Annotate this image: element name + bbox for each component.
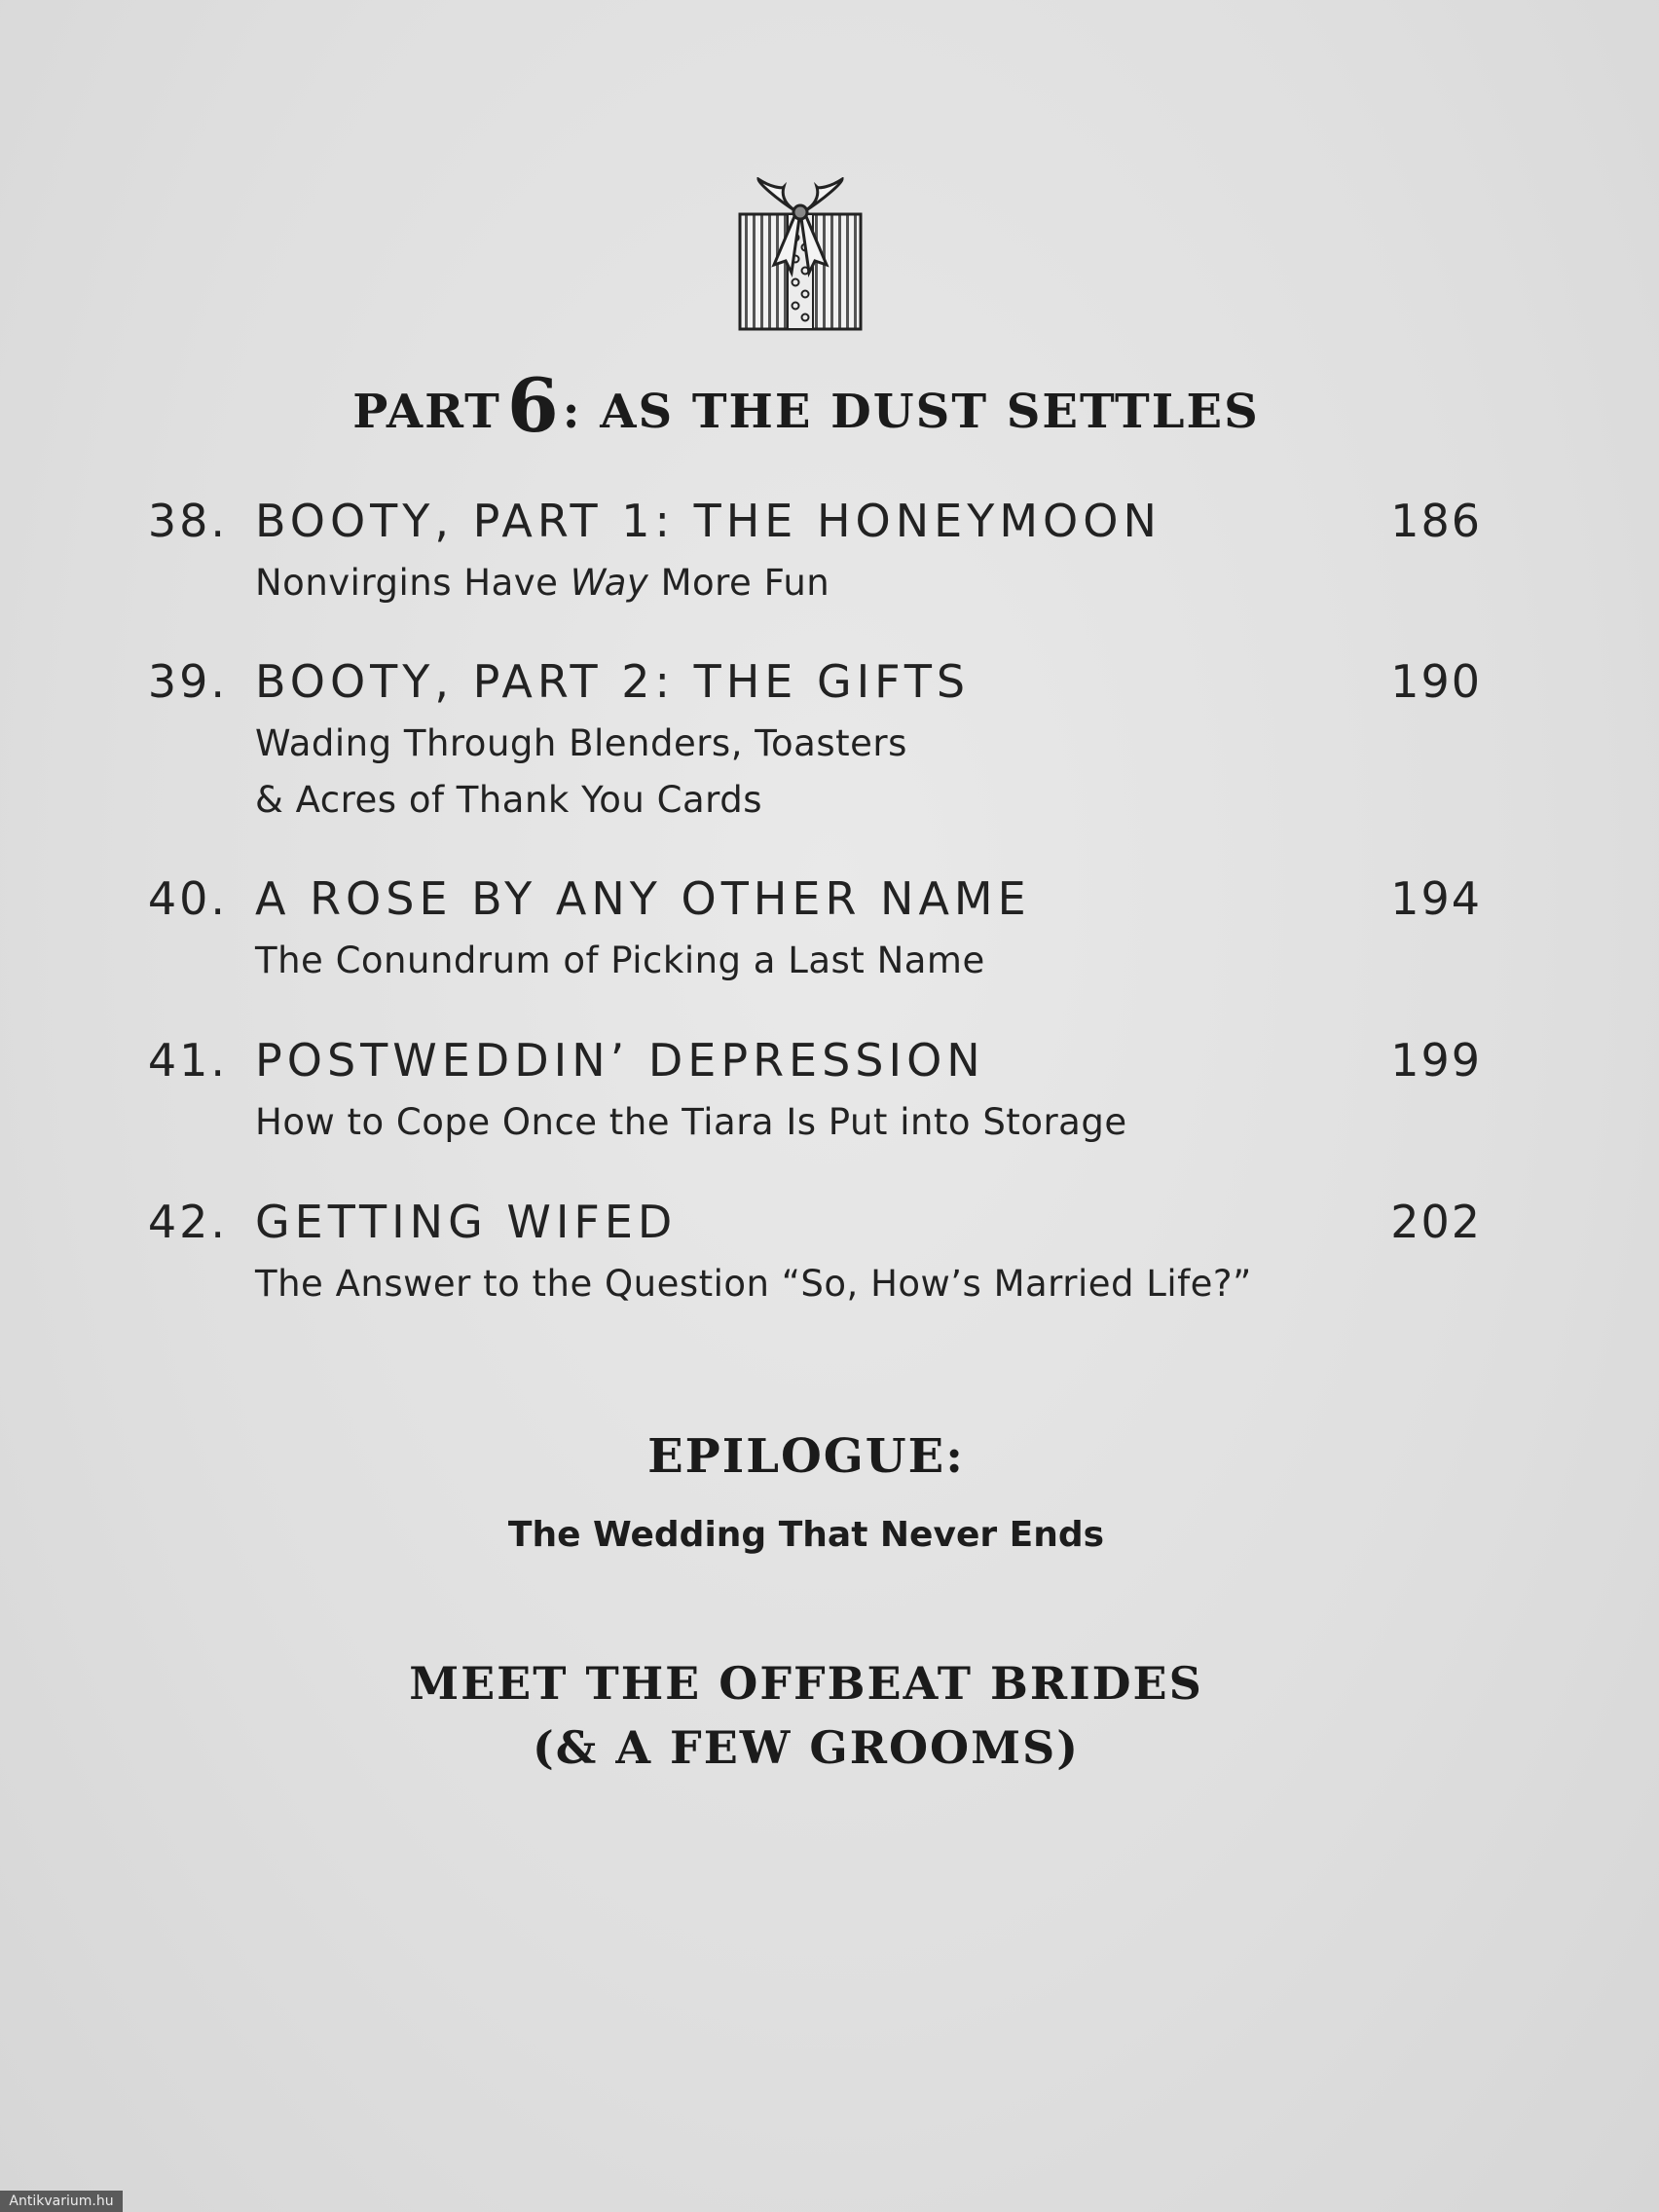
page-number: 199 xyxy=(1390,1034,1482,1087)
part-number: 6 xyxy=(506,362,561,449)
page-number: 190 xyxy=(1390,655,1482,708)
chapter-subtitle: The Conundrum of Picking a Last Name xyxy=(255,940,985,981)
chapter-title: GETTING WIFED xyxy=(255,1196,678,1248)
gift-box-icon xyxy=(737,177,864,333)
subtitle-emphasis: Way xyxy=(570,562,649,604)
page-number: 186 xyxy=(1390,495,1482,547)
chapter-number: 41. xyxy=(147,1034,228,1087)
meet-heading-line-1: MEET THE OFFBEAT BRIDES xyxy=(409,1657,1203,1710)
chapter-number: 40. xyxy=(147,872,228,925)
epilogue-subtitle: The Wedding That Never Ends xyxy=(507,1515,1105,1555)
chapter-title: A ROSE BY ANY OTHER NAME xyxy=(255,872,1031,925)
chapter-number: 39. xyxy=(147,655,228,708)
part-title: : AS THE DUST SETTLES xyxy=(562,385,1260,439)
chapter-title: BOOTY, PART 2: THE GIFTS xyxy=(255,655,971,708)
chapter-subtitle: How to Cope Once the Tiara Is Put into Storage xyxy=(255,1101,1127,1143)
watermark: Antikvarium.hu xyxy=(0,2191,123,2212)
subtitle-line: & Acres of Thank You Cards xyxy=(255,779,762,821)
chapter-subtitle: The Answer to the Question “So, How’s Married Life?” xyxy=(255,1263,1252,1305)
chapter-title: POSTWEDDIN’ DEPRESSION xyxy=(255,1034,985,1087)
chapter-title: BOOTY, PART 1: THE HONEYMOON xyxy=(255,495,1161,547)
chapter-number: 38. xyxy=(147,495,228,547)
meet-heading-line-2: (& A FEW GROOMS) xyxy=(533,1721,1080,1774)
part-label: PART xyxy=(352,385,501,439)
epilogue-heading: EPILOGUE: xyxy=(647,1429,965,1484)
chapter-subtitle: Nonvirgins Have Way More Fun xyxy=(255,562,830,604)
chapter-subtitle xyxy=(255,716,907,829)
page-number: 202 xyxy=(1390,1196,1482,1248)
chapter-number: 42. xyxy=(147,1196,228,1248)
page-number: 194 xyxy=(1390,872,1482,925)
subtitle-line: Wading Through Blenders, Toasters xyxy=(255,722,907,764)
part-heading xyxy=(0,362,1612,449)
